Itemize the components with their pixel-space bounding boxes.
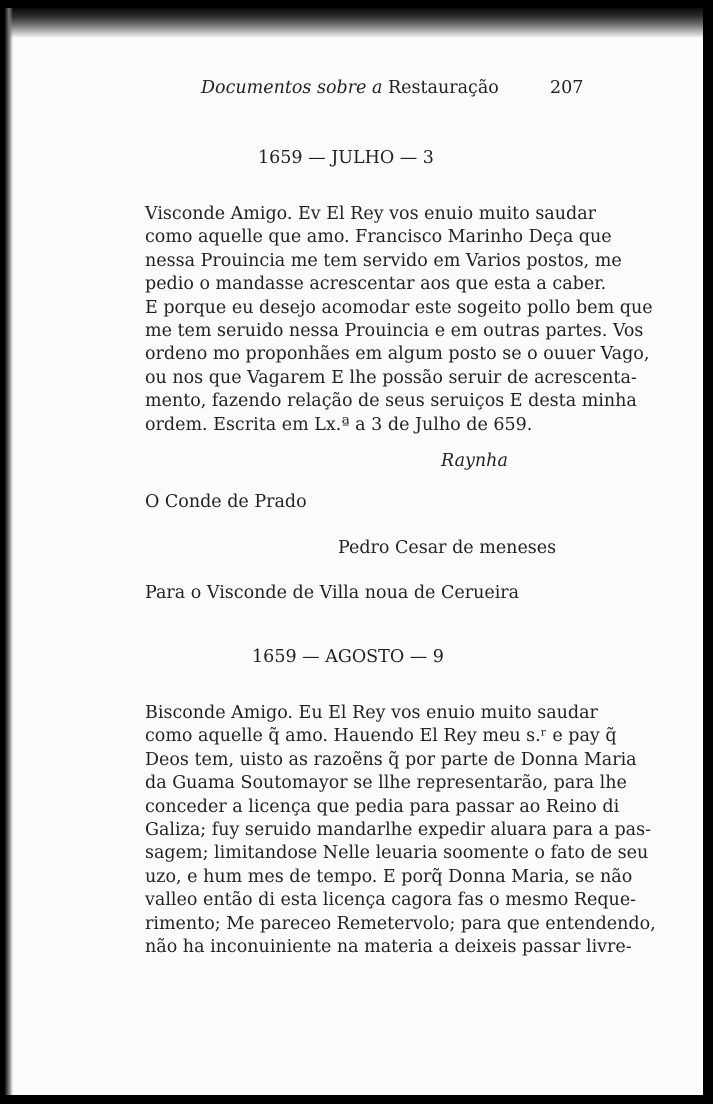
body-line: E porque eu desejo acomodar este sogeito pollo bem que <box>145 297 653 318</box>
body-line: ordem. Escrita em Lx.ª a 3 de Julho de 659. <box>145 414 533 435</box>
body-line: pedio o mandasse acrescentar aos que esta a caber. <box>145 274 607 295</box>
body-line: mento, fazendo relação de seus seruiços E desta minha <box>145 391 637 412</box>
document-2-body <box>145 702 656 959</box>
body-line: uzo, e hum mes de tempo. E porq̃ Donna Maria, se não <box>145 866 633 887</box>
body-line: Bisconde Amigo. Eu El Rey vos enuio muito saudar <box>145 703 598 723</box>
body-line: como aquelle q̃ amo. Hauendo El Rey meu s.ʳ e pay q̃ <box>145 726 617 747</box>
body-line: Deos tem, uisto as razoẽns q̃ por parte de Donna Maria <box>145 749 637 770</box>
page-top-shadow <box>5 8 703 38</box>
body-line: como aquelle que amo. Francisco Marinho Deça que <box>145 227 612 248</box>
book-page <box>5 8 703 1095</box>
secretary-signature: Pedro Cesar de meneses <box>338 538 557 558</box>
document-1-date: 1659 — JULHO — 3 <box>258 148 434 168</box>
body-line: valleo então di esta licença cagora fas o mesmo Reque- <box>145 890 637 911</box>
body-line: da Guama Soutomayor se llhe representarão, para lhe <box>145 773 627 794</box>
body-line: me tem seruido nessa Prouincia e em outras partes. Vos <box>145 321 644 342</box>
page-left-shadow <box>5 8 13 1095</box>
running-head <box>5 78 703 102</box>
document-1-body <box>145 203 653 437</box>
page-number: 207 <box>550 78 584 98</box>
countersign-conde: O Conde de Prado <box>145 492 307 512</box>
body-line: sagem; limitandose Nelle leuaria soomente o fato de seu <box>145 843 649 864</box>
body-line: não ha inconuiniente na materia a deixeis passar livre- <box>145 937 632 958</box>
addressee-line: Para o Visconde de Villa noua de Cerueira <box>145 583 520 603</box>
body-line: ordeno mo proponhães em algum posto se o ouuer Vago, <box>145 344 650 365</box>
body-line: nessa Prouincia me tem servido em Varios postos, me <box>145 250 622 271</box>
body-line: Visconde Amigo. Ev El Rey vos enuio muito saudar <box>145 204 597 224</box>
body-line: rimento; Me pareceo Remetervolo; para que entendendo, <box>145 913 656 934</box>
running-title-italic: Documentos sobre a <box>201 78 383 98</box>
body-line: ou nos que Vagarem E lhe possão seruir de acrescenta- <box>145 367 637 388</box>
body-line: Galiza; fuy seruido mandarlhe expedir aluara para a pas- <box>145 820 652 841</box>
body-line: conceder a licença que pedia para passar ao Reino di <box>145 796 620 817</box>
running-title-roman: Restauração <box>388 78 499 98</box>
running-title <box>201 78 499 98</box>
document-2-date: 1659 — AGOSTO — 9 <box>252 647 444 667</box>
signature-raynha: Raynha <box>441 451 508 471</box>
